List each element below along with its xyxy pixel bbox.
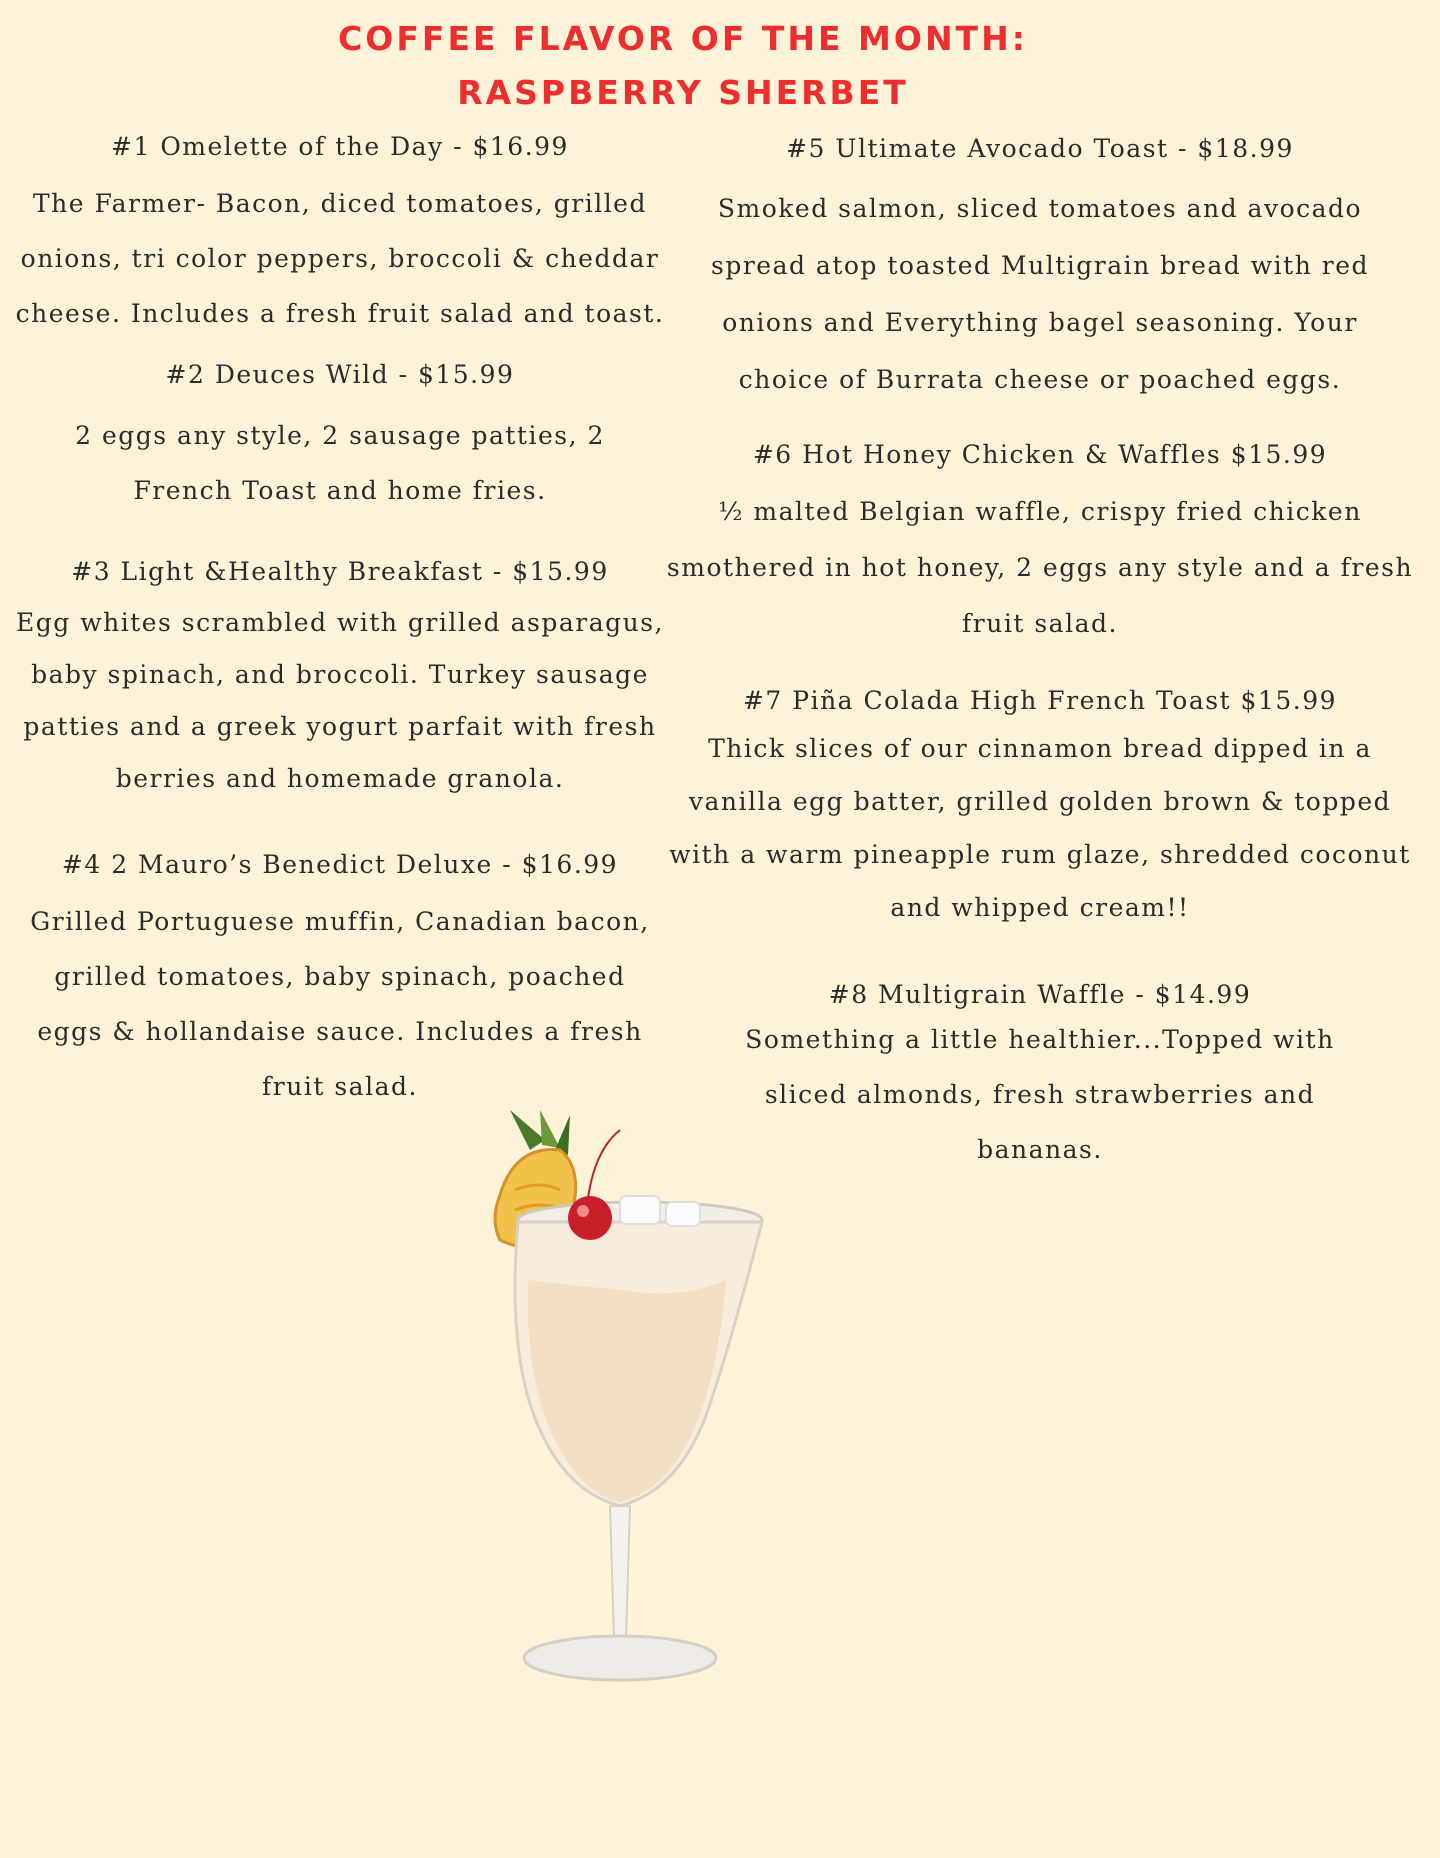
item-title: #8 Multigrain Waffle - $14.99 [828, 980, 1252, 1009]
menu-item-6 [660, 438, 1420, 652]
menu-item-5 [660, 132, 1420, 408]
item-title: #6 Hot Honey Chicken & Waffles $15.99 [752, 440, 1328, 469]
menu-item-1 [0, 130, 680, 341]
menu-item-7 [660, 684, 1420, 934]
item-description: Egg whites scrambled with grilled asparagus, baby spinach, and broccoli. Turkey sausage patties and a greek yogurt parfait with fresh berries and homemade granola. [15, 608, 664, 793]
menu-item-3 [0, 555, 680, 805]
item-description: Thick slices of our cinnamon bread dipped in a vanilla egg batter, grilled golden brown & topped with a warm pineapple rum glaze, shredded coconut and whipped cream!! [669, 734, 1411, 922]
item-description: 2 eggs any style, 2 sausage patties, 2 French Toast and home fries. [75, 421, 605, 505]
item-description: The Farmer- Bacon, diced tomatoes, grilled onions, tri color peppers, broccoli & cheddar cheese. Includes a fresh fruit salad and toast. [15, 189, 665, 328]
pina-colada-cocktail-icon [470, 1110, 770, 1730]
item-title: #7 Piña Colada High French Toast $15.99 [742, 686, 1338, 715]
item-description: Grilled Portuguese muffin, Canadian bacon, grilled tomatoes, baby spinach, poached eggs & hollandaise sauce. Includes a fresh fruit salad. [30, 907, 650, 1101]
item-title: #4 2 Mauro’s Benedict Deluxe - $16.99 [61, 850, 619, 879]
item-title: #1 Omelette of the Day - $16.99 [111, 132, 569, 161]
header-line-1: COFFEE FLAVOR OF THE MONTH: [338, 19, 1028, 58]
menu-item-2 [0, 358, 680, 518]
item-description: ½ malted Belgian waffle, crispy fried chicken smothered in hot honey, 2 eggs any style and a fresh fruit salad. [666, 497, 1414, 638]
item-title: #3 Light &Healthy Breakfast - $15.99 [71, 557, 609, 586]
menu-item-4 [0, 848, 680, 1114]
menu-item-8 [660, 978, 1420, 1177]
item-title: #5 Ultimate Avocado Toast - $18.99 [786, 134, 1294, 163]
item-description: Something a little healthier...Topped with sliced almonds, fresh strawberries and bananas. [745, 1025, 1335, 1164]
menu-header [0, 12, 1366, 120]
item-description: Smoked salmon, sliced tomatoes and avocado spread atop toasted Multigrain bread with red onions and Everything bagel seasoning. Your choice of Burrata cheese or poached eggs. [711, 194, 1369, 394]
header-line-2: RASPBERRY SHERBET [457, 73, 909, 112]
item-title: #2 Deuces Wild - $15.99 [165, 360, 515, 389]
